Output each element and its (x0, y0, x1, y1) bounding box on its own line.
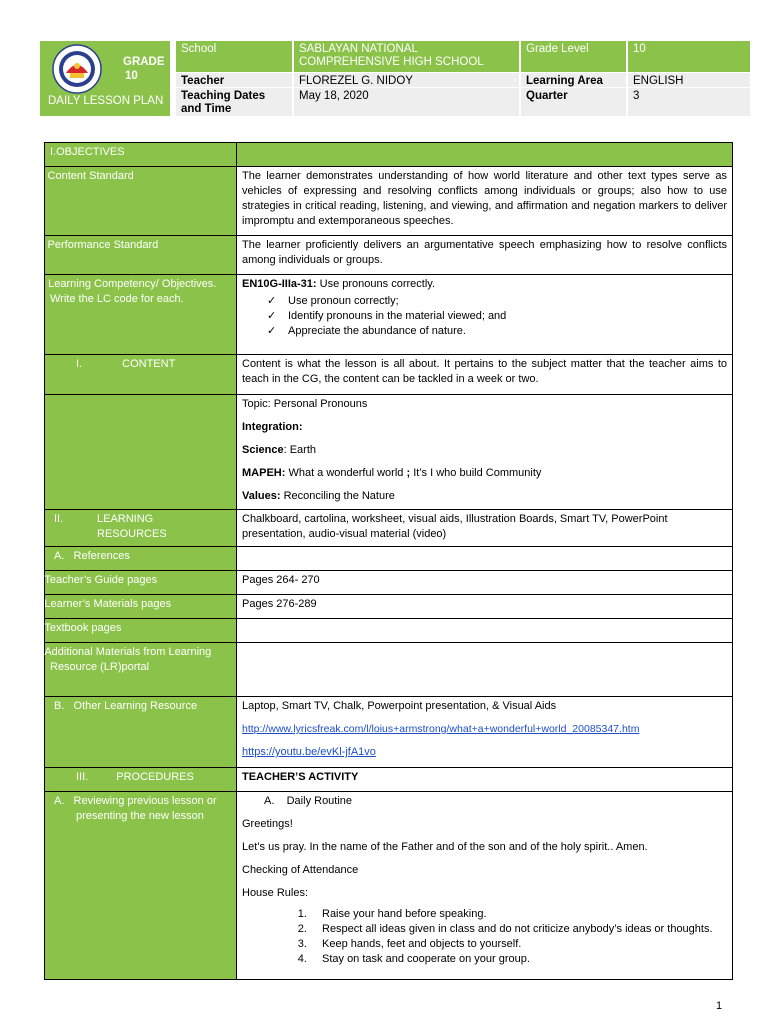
learning-resources-text: Chalkboard, cartolina, worksheet, visual aids, Illustration Boards, Smart TV, PowerPoint presentation, audio-visual material (video) (237, 510, 733, 547)
learning-area-label: Learning Area (521, 73, 626, 87)
grade-level-value: 10 (628, 41, 750, 72)
mapeh-value-a: What a wonderful world (288, 467, 404, 479)
lyrics-link[interactable]: http://www.lyricsfreak.com/l/loius+armstrong/what+a+wonderful+world_20085347.htm (242, 723, 640, 735)
references-label: A. References (45, 547, 237, 571)
dates-value: May 18, 2020 (294, 88, 519, 116)
textbook-label: 3. Textbook pages (45, 619, 237, 643)
list-item: ✓ Use pronoun correctly; (267, 294, 727, 309)
other-resources-row (45, 697, 733, 768)
procedures-label: PROCEDURES (116, 771, 194, 783)
content-heading (45, 355, 237, 395)
list-item: ✓ Appreciate the abundance of nature. (267, 324, 727, 339)
header-logo-cell (40, 41, 170, 116)
house-rules-list (242, 907, 727, 967)
mapeh-label: MAPEH: (242, 467, 286, 479)
performance-standard-row (45, 236, 733, 275)
review-cell (237, 792, 733, 980)
learners-materials-row (45, 595, 733, 619)
content-label: CONTENT (122, 358, 176, 370)
content-standard-text: The learner demonstrates understanding of how world literature and other text types serve as vehicles of expressing and resolving conflicts among individuals or groups; also how to use strategies in critical reading, listening, and viewing, and affirmation and negation markers to deliver impromptu and extemporaneous speeches. (237, 167, 733, 236)
school-value: SABLAYAN NATIONAL COMPREHENSIVE HIGH SCHOOL (294, 41, 519, 72)
other-resources-label: B. Other Learning Resource (45, 697, 237, 768)
teachers-guide-value: Pages 264- 270 (237, 571, 733, 595)
competency-cell (237, 275, 733, 355)
learning-resources-row (45, 510, 733, 547)
content-standard-row (45, 167, 733, 236)
grade-label: GRADE (123, 56, 165, 68)
references-row (45, 547, 733, 571)
integration-cell (237, 395, 733, 510)
dlp-title: DAILY LESSON PLAN (48, 95, 164, 107)
list-item: 2. Respect all ideas given in class and do not criticize anybody’s ideas or thoughts. (310, 922, 727, 937)
competency-row (45, 275, 733, 355)
learning-resources-num: II. (54, 513, 64, 525)
performance-standard-label: B. Performance Standard (45, 236, 237, 275)
integration-label: Integration: (242, 421, 303, 433)
review-row (45, 792, 733, 980)
objectives-list (242, 294, 727, 339)
grade-number: 10 (125, 70, 138, 82)
lesson-plan-table (26, 142, 733, 980)
other-resources-text: Laptop, Smart TV, Chalk, Powerpoint presentation, & Visual Aids (242, 700, 557, 712)
additional-materials-row (45, 643, 733, 697)
performance-standard-text: The learner proficiently delivers an argumentative speech emphasizing how to resolve conflicts among individuals or groups. (237, 236, 733, 275)
textbook-row (45, 619, 733, 643)
learners-materials-value: Pages 276-289 (237, 595, 733, 619)
dates-label: Teaching Dates and Time (176, 88, 292, 116)
learners-materials-label: 2. Learner’s Materials pages (45, 595, 237, 619)
house-rules-label: House Rules: (242, 887, 309, 899)
competency-label: C. Learning Competency/ Objectives. Write the LC code for each. (45, 275, 237, 355)
science-label: Science (242, 444, 284, 456)
objectives-row (45, 143, 733, 167)
daily-routine: A. Daily Routine (264, 795, 353, 807)
procedures-row (45, 768, 733, 792)
procedures-heading (45, 768, 237, 792)
list-item: 3. Keep hands, feet and objects to yourself. (310, 937, 727, 952)
teachers-guide-row (45, 571, 733, 595)
list-item: 4. Stay on task and cooperate on your group. (310, 952, 727, 967)
mapeh-separator: ; (406, 467, 411, 479)
content-row (45, 355, 733, 395)
list-item: ✓ Identify pronouns in the material viewed; and (267, 309, 727, 324)
greetings: Greetings! (242, 818, 293, 830)
quarter-value: 3 (628, 88, 750, 116)
competency-code: EN10G-IIIa-31: (242, 278, 317, 290)
integration-row (45, 395, 733, 510)
teachers-activity-heading: TEACHER’S ACTIVITY (237, 768, 733, 792)
grade-level-label: Grade Level (521, 41, 626, 72)
quarter-label: Quarter (521, 88, 626, 116)
competency-text: Use pronouns correctly. (319, 278, 436, 290)
values-value: Reconciling the Nature (283, 490, 395, 502)
learning-area-value: ENGLISH (628, 73, 750, 87)
topic-text: Topic: Personal Pronouns (242, 398, 368, 410)
mapeh-value-b: It’s I who build Community (413, 467, 542, 479)
learning-resources-label: LEARNING RESOURCES (97, 513, 167, 540)
objectives-heading: I.OBJECTIVES (45, 143, 237, 167)
list-item: 1. Raise your hand before speaking. (310, 907, 727, 922)
values-label: Values: (242, 490, 281, 502)
content-num: I. (76, 358, 83, 370)
deped-seal-icon (52, 44, 102, 94)
teachers-guide-label: 1. Teacher’s Guide pages (45, 571, 237, 595)
other-resources-cell (237, 697, 733, 768)
science-value: : Earth (283, 444, 316, 456)
content-standard-label: A. Content Standard (45, 167, 237, 236)
teacher-value: FLOREZEL G. NIDOY (294, 73, 519, 87)
procedures-num: III. (76, 771, 89, 783)
prayer: Let’s us pray. In the name of the Father and of the son and of the holy spirit.. Amen. (242, 841, 648, 853)
learning-resources-heading (45, 510, 237, 547)
additional-materials-label: 4. Additional Materials from Learning Resource (LR)portal (45, 643, 237, 697)
attendance: Checking of Attendance (242, 864, 359, 876)
page-number: 1 (716, 1000, 723, 1012)
content-text: Content is what the lesson is all about. It pertains to the subject matter that the teacher aims to teach in the CG, the content can be tackled in a week or two. (237, 355, 733, 395)
school-label: School (176, 41, 292, 72)
review-label: A. Reviewing previous lesson or presenting the new lesson (45, 792, 237, 980)
teacher-label: Teacher (176, 73, 292, 87)
youtube-link[interactable]: https://youtu.be/evKl-jfA1vo (242, 746, 376, 758)
